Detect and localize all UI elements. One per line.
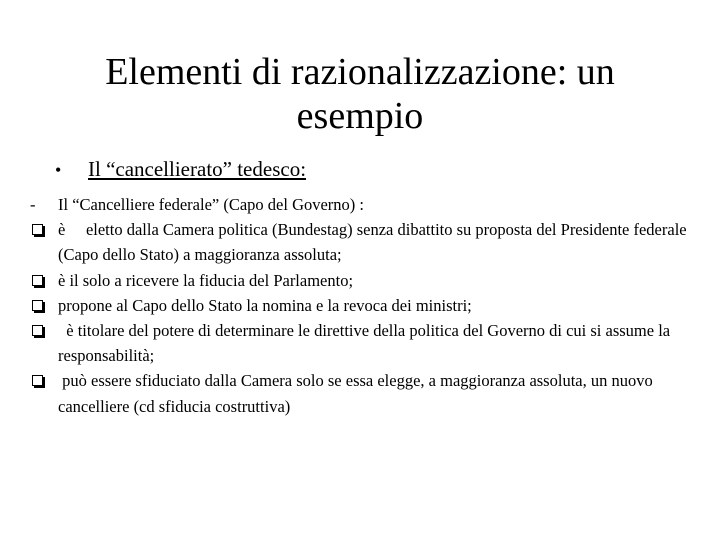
main-bullet [55,156,306,183]
checkbox-bullet-icon [30,293,58,318]
slide-title [60,50,660,138]
checkbox-bullet-icon [30,368,58,393]
list-item-text: è il solo a ricevere la fiducia del Parlamento; [58,270,354,290]
dash-marker-icon [30,192,58,217]
checkbox-bullet-icon [30,268,58,293]
list-item-text: può essere sfiduciato dalla Camera solo se essa elegge, a maggioranza assoluta, un nuovo cancelliere (cd sfiducia costruttiva) [58,371,657,416]
list-item-text: è titolare del potere di determinare le direttive della politica del Governo di cui si assume la responsabilità; [58,321,675,366]
list-item [30,192,690,217]
list-item [30,318,690,368]
bullet-dot-icon: • [55,160,62,180]
list-item [30,293,690,318]
list-item-text: propone al Capo dello Stato la nomina e la revoca dei ministri; [58,295,472,315]
slide-title-line-2: esempio [296,95,424,137]
main-bullet-text: Il “cancellierato” tedesco: [88,157,307,181]
checkbox-bullet-icon [30,318,58,343]
slide-title-line-1: Elementi di razionalizzazione: un [105,51,615,93]
list-item [30,217,690,267]
list-item [30,268,690,293]
list-item [30,368,690,418]
list-item-text: è eletto dalla Camera politica (Bundestag) senza dibattito su proposta del Presidente federale (Capo dello Stato) a maggioranza assoluta; [58,220,691,265]
list-item-text: Il “Cancelliere federale” (Capo del Governo) : [58,195,365,214]
sub-list [30,192,690,419]
checkbox-bullet-icon [30,217,58,242]
